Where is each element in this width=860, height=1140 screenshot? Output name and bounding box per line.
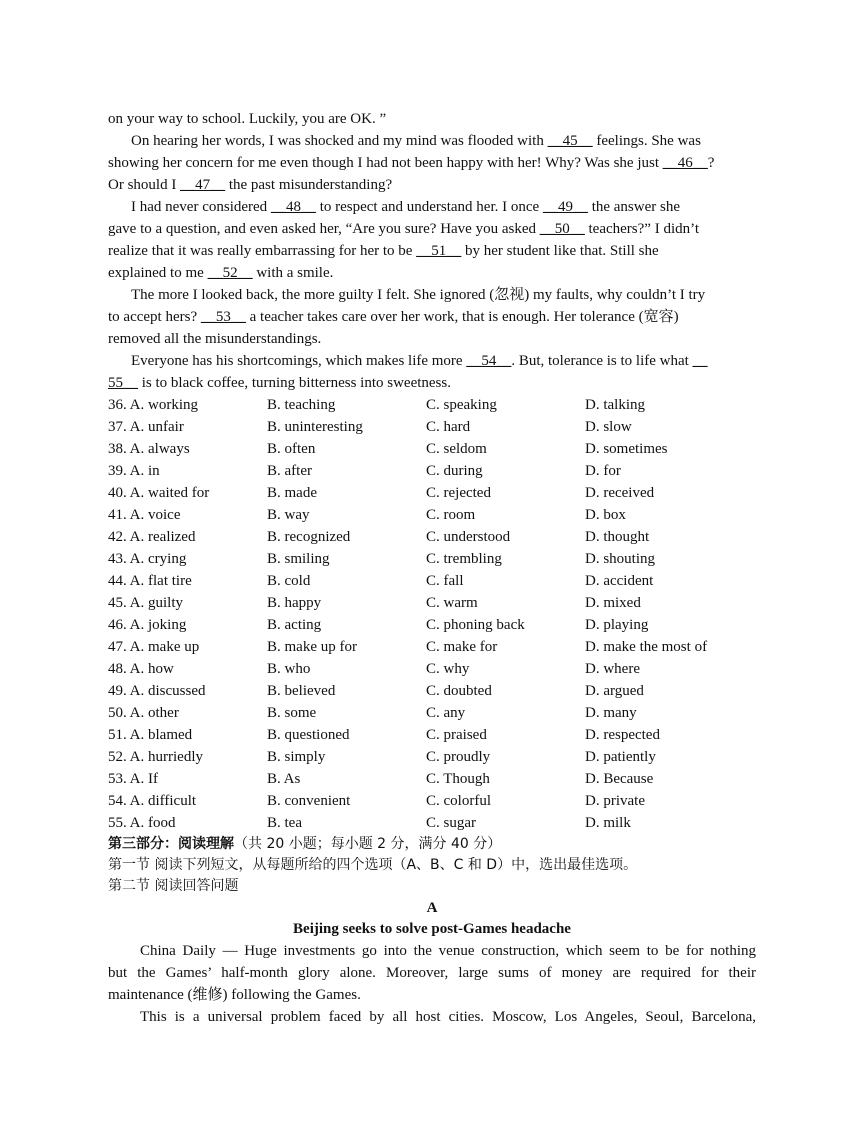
option-a: 37. A. unfair bbox=[108, 419, 184, 435]
article-letter: A bbox=[426, 900, 438, 916]
option-d: D. where bbox=[585, 661, 640, 677]
blank-45: __45__ bbox=[547, 133, 593, 149]
option-d: D. slow bbox=[585, 419, 632, 435]
blank-55: 55__ bbox=[108, 375, 138, 391]
option-c: C. colorful bbox=[426, 793, 491, 809]
option-a: 50. A. other bbox=[108, 705, 179, 721]
article-line: China Daily — Huge investments go into the venue construction, which seem to be for nothing bbox=[140, 943, 756, 959]
question-row bbox=[108, 681, 756, 701]
option-c: C. any bbox=[426, 705, 466, 721]
option-b: B. recognized bbox=[267, 529, 351, 545]
option-d: D. accident bbox=[585, 573, 654, 589]
blank-51: __51__ bbox=[416, 243, 462, 259]
blank-48: __48__ bbox=[270, 199, 316, 215]
option-d: D. respected bbox=[585, 727, 660, 743]
blank-46: __46__ bbox=[662, 155, 708, 171]
option-d: D. shouting bbox=[585, 551, 656, 567]
blank-49: __49__ bbox=[542, 199, 588, 215]
option-c: C. rejected bbox=[426, 485, 491, 501]
option-d: D. sometimes bbox=[585, 441, 668, 457]
option-a: 44. A. flat tire bbox=[108, 573, 192, 589]
option-a: 49. A. discussed bbox=[108, 683, 206, 699]
option-c: C. seldom bbox=[426, 441, 487, 457]
option-b: B. cold bbox=[267, 573, 311, 589]
option-a: 36. A. working bbox=[108, 397, 198, 413]
option-d: D. received bbox=[585, 485, 655, 501]
option-d: D. milk bbox=[585, 815, 631, 831]
question-row bbox=[108, 791, 756, 811]
question-row bbox=[108, 395, 756, 415]
question-row bbox=[108, 483, 756, 503]
option-a: 55. A. food bbox=[108, 815, 176, 831]
option-a: 46. A. joking bbox=[108, 617, 187, 633]
option-d: D. thought bbox=[585, 529, 650, 545]
question-row bbox=[108, 571, 756, 591]
option-d: D. talking bbox=[585, 397, 645, 413]
question-row bbox=[108, 637, 756, 657]
question-row bbox=[108, 813, 756, 833]
option-b: B. uninteresting bbox=[267, 419, 363, 435]
question-row bbox=[108, 703, 756, 723]
option-d: D. playing bbox=[585, 617, 649, 633]
option-b: B. As bbox=[267, 771, 301, 787]
option-b: B. some bbox=[267, 705, 317, 721]
blank-53: __53__ bbox=[200, 309, 246, 325]
question-row bbox=[108, 725, 756, 745]
blank-50: __50__ bbox=[539, 221, 585, 237]
option-b: B. believed bbox=[267, 683, 336, 699]
option-b: B. make up for bbox=[267, 639, 357, 655]
option-d: D. mixed bbox=[585, 595, 641, 611]
passage-line: gave to a question, and even asked her, “Are you sure? Have you asked __50__ teachers?” I didn’t bbox=[108, 221, 700, 237]
question-row bbox=[108, 417, 756, 437]
question-row bbox=[108, 593, 756, 613]
question-row bbox=[108, 439, 756, 459]
option-a: 43. A. crying bbox=[108, 551, 187, 567]
option-c: C. praised bbox=[426, 727, 487, 743]
blank-52: __52__ bbox=[207, 265, 253, 281]
option-d: D. Because bbox=[585, 771, 654, 787]
passage-line: showing her concern for me even though I had not been happy with her! Why? Was she just __46__? bbox=[108, 155, 715, 171]
option-a: 48. A. how bbox=[108, 661, 174, 677]
option-d: D. private bbox=[585, 793, 645, 809]
passage-line: I had never considered __48__ to respect and understand her. I once __49__ the answer she bbox=[131, 199, 680, 215]
question-row bbox=[108, 549, 756, 569]
passage-line: realize that it was really embarrassing for her to be __51__ by her student like that. Still she bbox=[108, 243, 659, 259]
passage-line: Everyone has his shortcomings, which makes life more __54__. But, tolerance is to life what __ bbox=[131, 353, 708, 369]
option-c: C. sugar bbox=[426, 815, 476, 831]
option-b: B. questioned bbox=[267, 727, 350, 743]
question-row bbox=[108, 505, 756, 525]
question-row bbox=[108, 659, 756, 679]
option-c: C. during bbox=[426, 463, 483, 479]
article-title: Beijing seeks to solve post-Games headache bbox=[293, 921, 571, 937]
passage-line: The more I looked back, the more guilty I felt. She ignored (忽视) my faults, why couldn’t I try bbox=[131, 287, 706, 303]
option-a: 47. A. make up bbox=[108, 639, 200, 655]
question-row bbox=[108, 769, 756, 789]
option-d: D. for bbox=[585, 463, 621, 479]
option-a: 51. A. blamed bbox=[108, 727, 193, 743]
option-b: B. smiling bbox=[267, 551, 330, 567]
option-c: C. doubted bbox=[426, 683, 492, 699]
option-a: 53. A. If bbox=[108, 771, 158, 787]
option-a: 38. A. always bbox=[108, 441, 190, 457]
article-line: maintenance (维修) following the Games. bbox=[108, 987, 361, 1003]
option-d: D. argued bbox=[585, 683, 644, 699]
option-a: 41. A. voice bbox=[108, 507, 181, 523]
article-line: This is a universal problem faced by all host cities. Moscow, Los Angeles, Seoul, Barcelona, bbox=[140, 1009, 756, 1025]
option-d: D. patiently bbox=[585, 749, 656, 765]
blank-47: __47__ bbox=[180, 177, 226, 193]
article-line: but the Games’ half-month glory alone. Moreover, large sums of money are required for their bbox=[108, 965, 756, 981]
option-d: D. make the most of bbox=[585, 639, 708, 655]
option-d: D. many bbox=[585, 705, 637, 721]
option-b: B. happy bbox=[267, 595, 322, 611]
option-c: C. room bbox=[426, 507, 476, 523]
option-d: D. box bbox=[585, 507, 626, 523]
section-part-2: 第二节 阅读回答问题 bbox=[108, 878, 239, 894]
option-c: C. understood bbox=[426, 529, 511, 545]
option-c: C. make for bbox=[426, 639, 498, 655]
option-a: 42. A. realized bbox=[108, 529, 196, 545]
option-c: C. Though bbox=[426, 771, 490, 787]
passage-line: On hearing her words, I was shocked and my mind was flooded with __45__ feelings. She was bbox=[131, 133, 701, 149]
option-b: B. convenient bbox=[267, 793, 351, 809]
option-b: B. simply bbox=[267, 749, 326, 765]
section-heading: 第三部分：阅读理解（共 20 小题；每小题 2 分，满分 40 分） bbox=[108, 836, 502, 852]
passage-line: to accept hers? __53__ a teacher takes care over her work, that is enough. Her tolerance (宽容) bbox=[108, 309, 679, 325]
option-c: C. hard bbox=[426, 419, 471, 435]
question-row bbox=[108, 615, 756, 635]
passage-line: explained to me __52__ with a smile. bbox=[108, 265, 334, 281]
option-b: B. often bbox=[267, 441, 316, 457]
option-b: B. after bbox=[267, 463, 312, 479]
option-a: 54. A. difficult bbox=[108, 793, 197, 809]
option-b: B. tea bbox=[267, 815, 302, 831]
passage-line: on your way to school. Luckily, you are OK. ” bbox=[108, 111, 387, 127]
question-row bbox=[108, 527, 756, 547]
option-c: C. speaking bbox=[426, 397, 497, 413]
passage-line: Or should I __47__ the past misunderstanding? bbox=[108, 177, 393, 193]
option-c: C. phoning back bbox=[426, 617, 525, 633]
question-row bbox=[108, 747, 756, 767]
option-c: C. fall bbox=[426, 573, 464, 589]
option-b: B. acting bbox=[267, 617, 322, 633]
option-a: 40. A. waited for bbox=[108, 485, 210, 501]
option-b: B. who bbox=[267, 661, 311, 677]
option-b: B. way bbox=[267, 507, 310, 523]
question-row bbox=[108, 461, 756, 481]
section-part-1: 第一节 阅读下列短文，从每题所给的四个选项（A、B、C 和 D）中，选出最佳选项。 bbox=[108, 857, 638, 873]
blank-55-start: __ bbox=[692, 353, 708, 369]
option-b: B. teaching bbox=[267, 397, 336, 413]
option-c: C. why bbox=[426, 661, 470, 677]
blank-54: __54__ bbox=[466, 353, 512, 369]
passage-line: removed all the misunderstandings. bbox=[108, 331, 322, 347]
option-c: C. trembling bbox=[426, 551, 502, 567]
passage-line: 55__ is to black coffee, turning bitterness into sweetness. bbox=[108, 375, 451, 391]
option-a: 45. A. guilty bbox=[108, 595, 184, 611]
option-c: C. warm bbox=[426, 595, 478, 611]
option-b: B. made bbox=[267, 485, 317, 501]
option-a: 52. A. hurriedly bbox=[108, 749, 203, 765]
option-c: C. proudly bbox=[426, 749, 491, 765]
option-a: 39. A. in bbox=[108, 463, 160, 479]
